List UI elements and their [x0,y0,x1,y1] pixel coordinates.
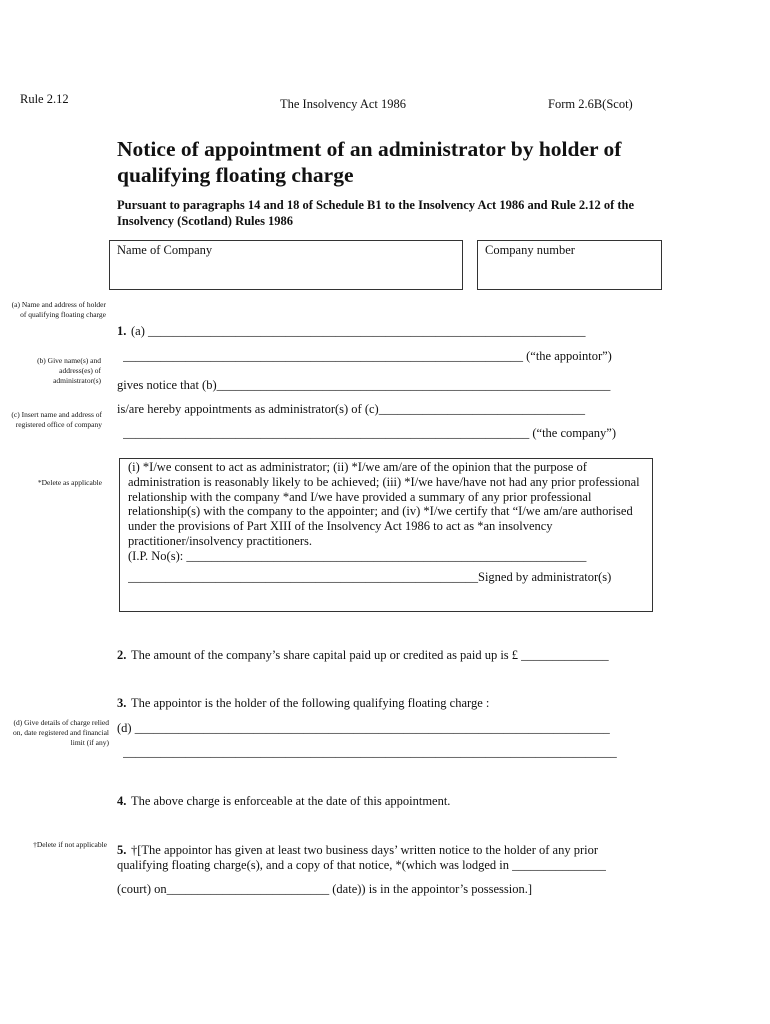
court-date-field[interactable]: (court) on__________________________ (date)) is in the appointor’s possession.] [117,882,532,896]
section-5-line-1: †[The appointor has given at least two business days’ written notice to the holder of any prior [131,843,599,857]
section-1-number: 1. [117,324,127,338]
company-name-box[interactable] [109,240,463,290]
company-office-line[interactable]: is/are hereby appointments as administrator(s) of (c)_________________________________ [117,402,585,416]
header-rule: Rule 2.12 [20,92,69,106]
consent-text: (i) *I/we consent to act as administrator; (ii) *I/we am/are of the opinion that the purpose of administration is reasonably likely to be achieved; (iii) *I/we have/have not had any prior professional relationship with the company *and I/we have provided a summary of any prior professional relationship(s) with the company to the appointer; and (iv) *I/we certify that “I/we am/are authorised under the provisions of Part XIII of the Insolvency Act 1986 to act as *an insolvency practitioner/insolvency practitioners. [128,460,640,548]
section-2-number: 2. [117,648,127,662]
section-3-number: 3. [117,696,127,710]
side-note-a: (a) Name and address of holder of qualifying floating charge [11,300,106,319]
share-capital-field[interactable]: The amount of the company’s share capital paid up or credited as paid up is £ ______________ [131,648,609,662]
section-3-text: The appointor is the holder of the following qualifying floating charge : [131,696,490,710]
holder-name-field[interactable]: (a) ______________________________________________________________________ [131,324,586,338]
side-note-delete-not: †Delete if not applicable [33,840,107,849]
page-title: Notice of appointment of an administrator by holder of qualifying floating charge [117,137,622,187]
court-lodged-field[interactable]: qualifying floating charge(s), and a copy of that notice, *(which was lodged in _______________ [117,858,606,872]
side-note-delete: *Delete as applicable [37,478,102,487]
appointor-line[interactable]: ________________________________________________________________ (“the appointor”) [123,349,612,363]
side-note-c: (c) Insert name and address of registered office of company [11,410,102,429]
company-line[interactable]: _________________________________________________________________ (“the company”) [123,426,617,440]
administrator-signature-field[interactable]: ________________________________________________________Signed by administrator(s) [128,569,612,584]
header-act: The Insolvency Act 1986 [280,97,407,111]
ip-number-field[interactable]: (I.P. No(s): ________________________________________________________________ [128,548,587,563]
charge-details-line-1[interactable]: (d) ____________________________________________________________________________ [117,721,610,735]
page-subtitle: Pursuant to paragraphs 14 and 18 of Schedule B1 to the Insolvency Act 1986 and Rule 2.12 of the Insolvency (Scotland) Rules 1986 [117,198,635,228]
side-note-d: (d) Give details of charge relied on, date registered and financial limit (if any) [13,718,109,747]
side-note-b: (b) Give name(s) and address(es) of administrator(s) [37,356,101,385]
section-5-number: 5. [117,843,127,857]
company-name-label: Name of Company [117,243,213,257]
administrator-line[interactable]: gives notice that (b)_______________________________________________________________ [117,378,611,392]
company-number-box[interactable] [477,240,662,290]
section-4-number: 4. [117,794,127,808]
charge-details-line-2[interactable]: _______________________________________________________________________________ [123,745,617,759]
company-number-label: Company number [485,243,575,257]
section-4-text: The above charge is enforceable at the date of this appointment. [131,794,451,808]
consent-box [119,458,653,612]
header-form: Form 2.6B(Scot) [548,97,633,111]
